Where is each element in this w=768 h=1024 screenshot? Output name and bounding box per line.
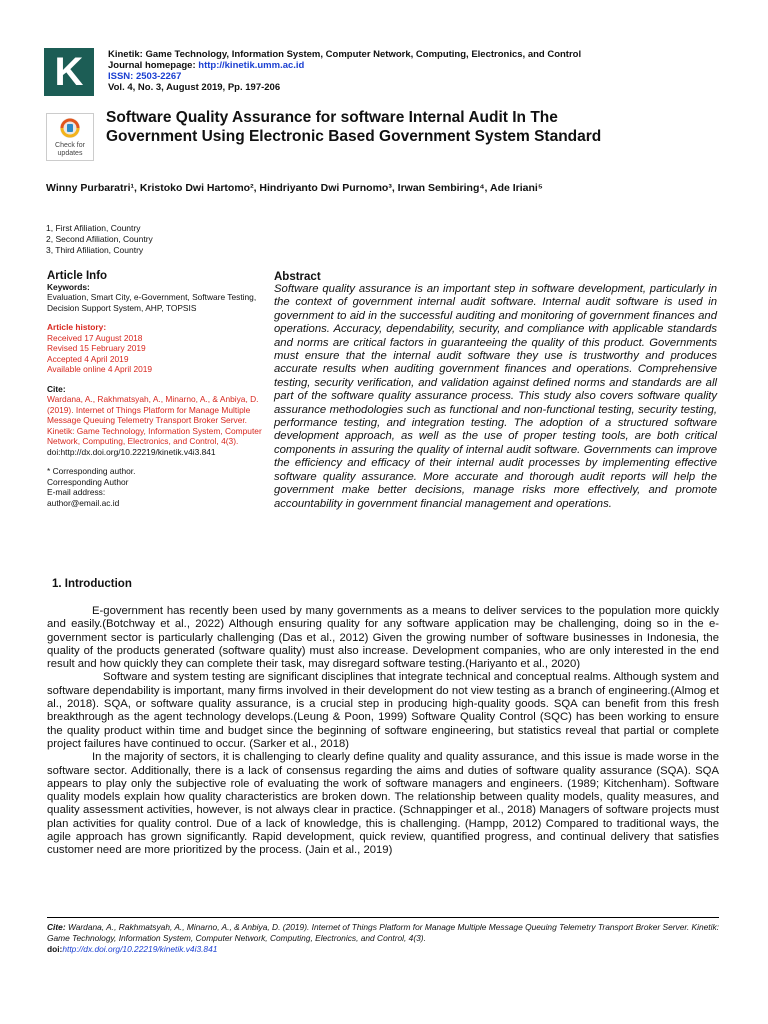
affiliations: [46, 223, 346, 256]
journal-header: [108, 49, 748, 93]
introduction-body: [47, 605, 719, 858]
affiliation-1: 1, First Afiliation, Country: [46, 223, 141, 233]
authors: Winny Purbaratri¹, Kristoko Dwi Hartomo², Hindriyanto Dwi Purnomo³, Irwan Sembiring⁴, Ade Iriani⁵: [46, 182, 543, 194]
corresponding-note: * Corresponding author.: [47, 466, 136, 476]
article-info: [47, 271, 262, 508]
abstract-heading: Abstract: [274, 271, 321, 283]
badge-line2: updates: [57, 150, 83, 157]
journal-homepage: [108, 60, 748, 71]
footer-divider: [47, 917, 719, 918]
online-date: Available online 4 April 2019: [47, 364, 153, 374]
footer-citation: [47, 922, 719, 954]
keywords-label: Keywords:: [47, 281, 90, 292]
footer-cite-label: Cite:: [47, 922, 66, 932]
article-info-heading: Article Info: [47, 270, 108, 282]
journal-logo: K: [44, 48, 94, 96]
received-date: Received 17 August 2018: [47, 332, 143, 343]
check-for-updates-badge[interactable]: [46, 113, 94, 161]
accepted-date: Accepted 4 April 2019: [47, 353, 129, 364]
abstract-text: Software quality assurance is an important step in software development, particularly in the context of government internal audit software. Internal audit software is used in government to aid in the successful auditing and monitoring of government finances and operations. Accuracy, dependability, security, and compliance with applicable standards and norms are critical factors in guaranteeing the quality of this product. Governments must ensure that the internal audit software they use is trustworthy and produces accurate results when auditing government finances and operations. Comprehensive testing, security verification, and validation against defined norms and standards are all part of the software quality assurance process. This study also covers software quality assurance methodologies such as functional and non-functional testing, security testing, performance testing, and integration testing. The adoption of a structured software development approach, as well as the use of proper testing tools, are both critical components in assuring the quality of internal audit software. Governments can improve the efficiency and efficacy of their internal audit processes by implementing effective software quality assurance. More accurate and thorough audit reports will help the government make better decisions, manage risks more effectively, and promote accountability in government financial management and operations.: [274, 283, 717, 510]
affiliation-2: 2, Second Afiliation, Country: [46, 234, 153, 244]
history-label: Article history:: [47, 322, 107, 332]
revised-date: Revised 15 February 2019: [47, 343, 146, 353]
keywords: Evaluation, Smart City, e-Government, Software Testing, Decision Support System, AHP, TOPSIS: [47, 292, 257, 313]
paragraph-3: In the majority of sectors, it is challenging to clearly define quality and quality assurance, and this issue is made worse in the software sector. Additionally, there is a lack of consensus regarding the aims and duties of software quality assurance (SQA). SQA appears to play only the subjective role of evaluating the work of software managers and engineers. (1989; Kitchenham). Software quality models explain how quality characteristics are broken down. The relationship between quality models, quality measures, and quality assessment activities, however, is not always clear in practice. (Schnappinger et al., 2018) Managers of software projects must plan activities for quality control. Due of a lack of knowledge, this is challenging. (Hampp, 2012) Compared to traditional ways, the agile approach has grown significantly. Rapid development, quick review, quantified progress, and continual delivery that satisfies customer need are more prioritized by the process. (Jain et al., 2019): [47, 751, 719, 857]
abstract: [274, 271, 717, 511]
cite-doi[interactable]: doi:http://dx.doi.org/10.22219/kinetik.v4i3.841: [47, 446, 216, 457]
footer-doi-label: doi:: [47, 943, 63, 954]
title-line1: Software Quality Assurance for software Internal Audit In The: [106, 109, 558, 126]
issn: ISSN: 2503-2267: [108, 71, 182, 82]
badge-line1: Check for: [55, 142, 85, 149]
email-label: E-mail address:: [47, 487, 106, 497]
paragraph-2: Software and system testing are significant disciplines that integrate technical and conceptual realms. Although system and software dependability is important, many firms involved in their development do not view testing as a branch of engineering.(Almog et al., 2018). SQA, or software quality assurance, is a crucial step in producing high-quality goods. SQA can benefit from this fresh breakthrough as the agent technology develops.(Leung & Poon, 1999) Software Quality Control (SQC) has been working to ensure the quality product within time and budget since the beginning of software engineering, but statistics reveal that partial or complete project failures have continued to occur. (Sarker et al., 2018): [47, 671, 719, 750]
cite-text: Wardana, A., Rakhmatsyah, A., Minarno, A., & Anbiya, D. (2019). Internet of Things Platform for Manage Multiple Message Queuing Telemetry Transport Broker Server. Kinetik: Game Technology, Information System, Computer Network, Computing, Electronics, and Control, 4(3).: [47, 394, 262, 446]
paragraph-1: E-government has recently been used by many governments as a means to deliver services to the population more quickly and easily.(Botchway et al., 2022) Although ensuring quality for any software application may be challenging, doing so in the e-government sector is particularly challenging (Das et al., 2012) Given the growing number of software businesses in Indonesia, the quality of the products generated (software quality) must also increase. Development companies, who are only interested in the end result and how quickly they can complete their task, may disregard software testing.(Hariyanto et al., 2020): [47, 605, 719, 671]
email-address[interactable]: author@email.ac.id: [47, 497, 120, 508]
homepage-link[interactable]: http://kinetik.umm.ac.id: [198, 60, 305, 71]
footer-doi-link[interactable]: http://dx.doi.org/10.22219/kinetik.v4i3.841: [62, 943, 218, 954]
paper-title: [106, 108, 746, 146]
affiliation-3: 3, Third Afiliation, Country: [46, 245, 144, 255]
check-updates-icon: [59, 117, 81, 139]
title-line2: Government Using Electronic Based Government System Standard: [106, 128, 602, 145]
footer-cite-text: Wardana, A., Rakhmatsyah, A., Minarno, A., & Anbiya, D. (2019). Internet of Things Platform for Manage Multiple Message Queuing Telemetry Transport Broker Server. Kinetik: Game Technology, Information System, Computer Network, Computing, Electronics, and Control, 4(3).: [47, 922, 719, 943]
volume-info: Vol. 4, No. 3, August 2019, Pp. 197-206: [108, 82, 281, 93]
introduction-heading: 1. Introduction: [52, 578, 132, 590]
corresponding-author: Corresponding Author: [47, 476, 129, 487]
cite-label: Cite:: [47, 383, 66, 394]
journal-name: Kinetik: Game Technology, Information System, Computer Network, Computing, Electronics, and Control: [108, 49, 582, 60]
homepage-label: Journal homepage:: [108, 60, 199, 71]
